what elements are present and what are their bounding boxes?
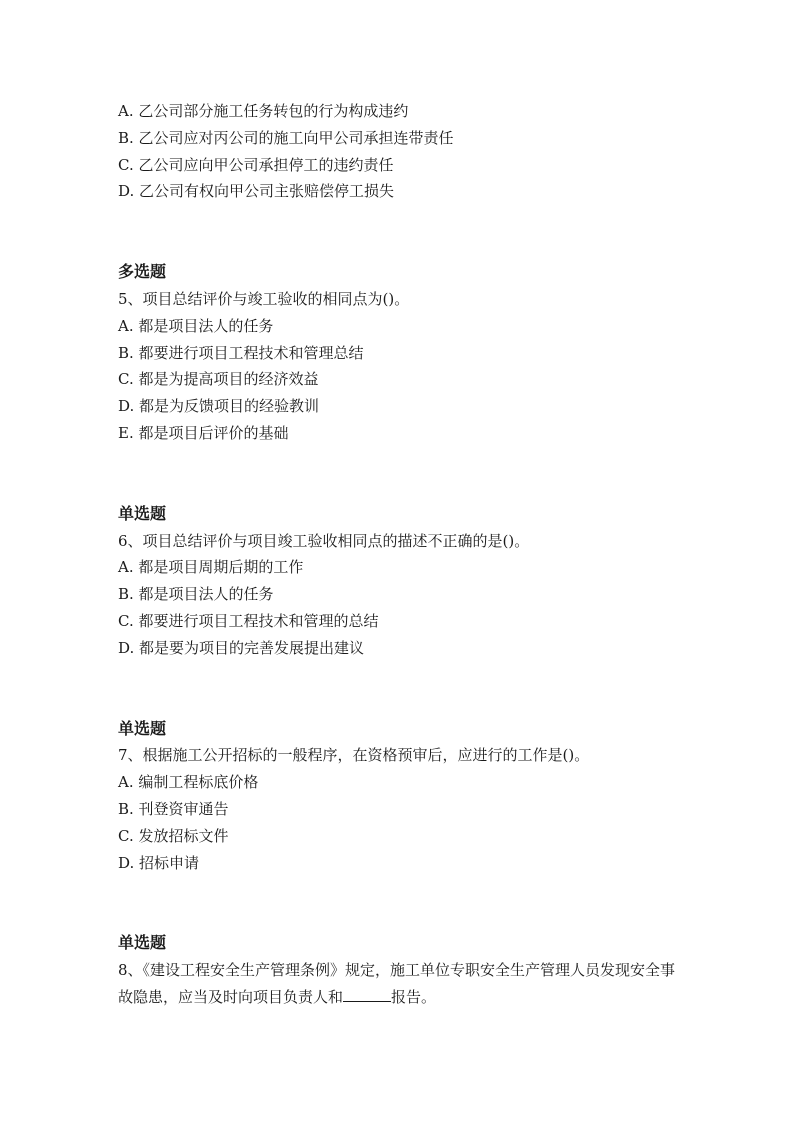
q7-block — [118, 716, 678, 877]
q8-type-heading: 单选题 — [118, 933, 167, 953]
q7-question: 7、根据施工公开招标的一般程序，在资格预审后，应进行的工作是()。 — [118, 746, 590, 765]
q6-block — [118, 501, 678, 662]
q5-option-e: E. 都是项目后评价的基础 — [118, 423, 289, 442]
q4-option-c: C. 乙公司应向甲公司承担停工的违约责任 — [118, 155, 394, 174]
q5-type-heading: 多选题 — [118, 262, 167, 282]
q6-option-d: D. 都是要为项目的完善发展提出建议 — [118, 638, 365, 657]
q5-question: 5、项目总结评价与竣工验收的相同点为()。 — [118, 289, 410, 308]
q5-option-b: B. 都要进行项目工程技术和管理总结 — [118, 343, 364, 362]
document-page — [118, 98, 678, 1011]
q6-option-c: C. 都要进行项目工程技术和管理的总结 — [118, 611, 379, 630]
q7-type-heading: 单选题 — [118, 718, 167, 738]
q8-question-text: 8、《建设工程安全生产管理条例》规定，施工单位专职安全生产管理人员发现安全事故隐患，应当及时向项目负责人和 — [118, 961, 676, 1006]
q8-block — [118, 930, 678, 1010]
q4-options — [118, 98, 678, 205]
q7-option-b: B. 刊登资审通告 — [118, 799, 229, 818]
q6-option-b: B. 都是项目法人的任务 — [118, 585, 274, 604]
q6-type-heading: 单选题 — [118, 503, 167, 523]
q8-question-end: 报告。 — [391, 987, 437, 1006]
q5-option-c: C. 都是为提高项目的经济效益 — [118, 370, 319, 389]
q7-option-a: A. 编制工程标底价格 — [118, 773, 259, 792]
q4-option-d: D. 乙公司有权向甲公司主张赔偿停工损失 — [118, 182, 395, 201]
q6-option-a: A. 都是项目周期后期的工作 — [118, 558, 304, 577]
q5-option-a: A. 都是项目法人的任务 — [118, 316, 274, 335]
q5-option-d: D. 都是为反馈项目的经验教训 — [118, 397, 320, 416]
q8-question — [118, 957, 678, 1011]
q5-block — [118, 259, 678, 447]
q4-option-a: A. 乙公司部分施工任务转包的行为构成违约 — [118, 102, 409, 120]
answer-blank — [343, 987, 391, 1002]
q4-option-b: B. 乙公司应对丙公司的施工向甲公司承担连带责任 — [118, 128, 454, 147]
q6-question: 6、项目总结评价与项目竣工验收相同点的描述不正确的是()。 — [118, 531, 530, 550]
q7-option-d: D. 招标申请 — [118, 853, 200, 872]
q7-option-c: C. 发放招标文件 — [118, 826, 229, 845]
